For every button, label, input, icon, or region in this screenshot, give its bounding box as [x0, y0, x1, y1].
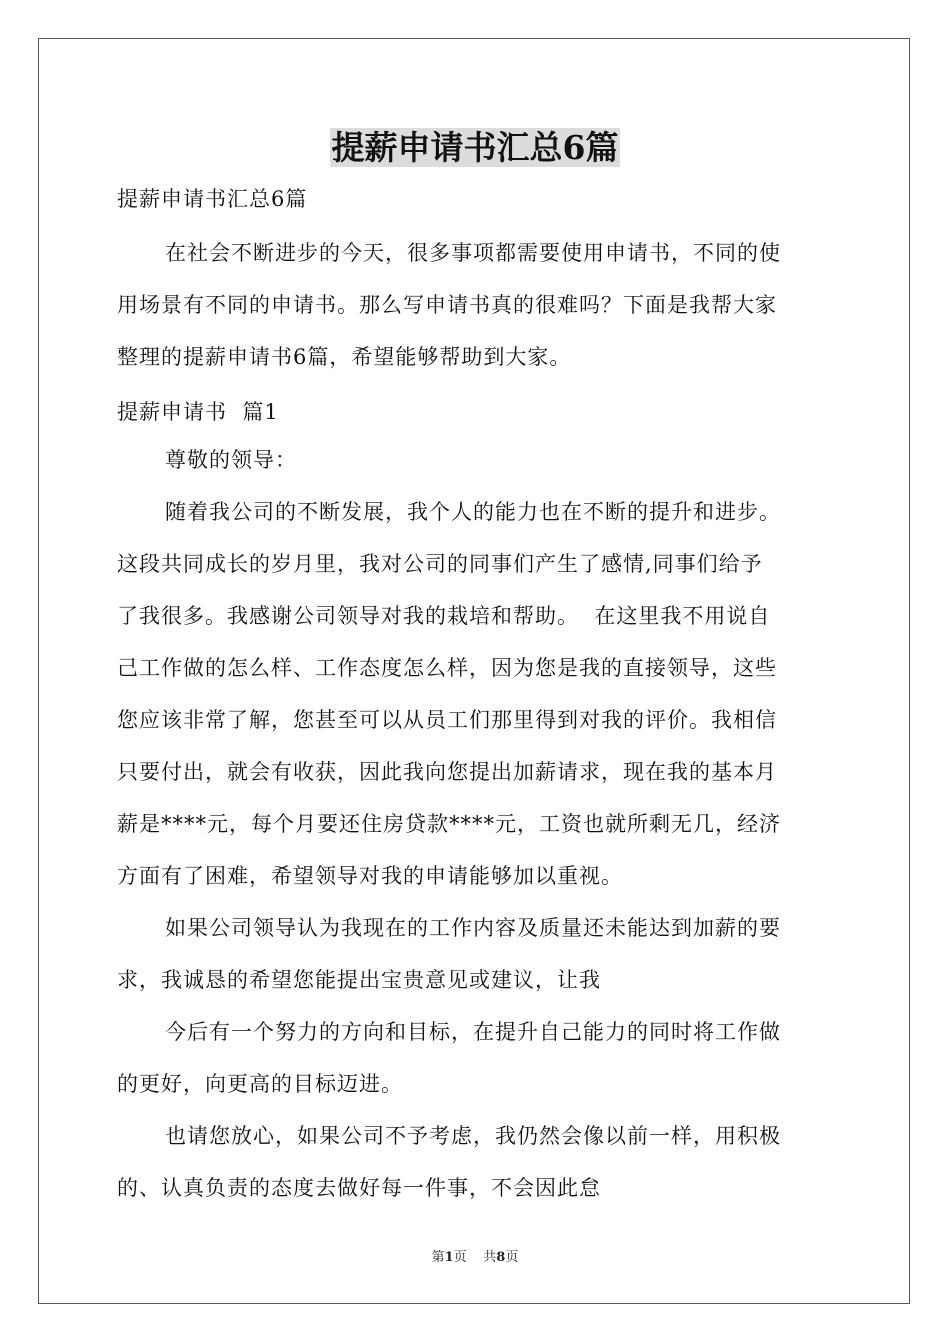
page-prefix: 第 — [431, 1250, 445, 1265]
document-title — [0, 126, 950, 170]
paragraph-line: 的更好，向更高的目标迈进。 — [117, 1072, 403, 1096]
paragraph-line: 只要付出，就会有收获，因此我向您提出加薪请求，现在我的基本月 — [117, 760, 777, 784]
section-heading: 提薪申请书 篇1 — [117, 400, 279, 424]
page-suffix: 页 — [453, 1250, 467, 1265]
intro-paragraph — [117, 227, 833, 383]
page-footer — [0, 1248, 950, 1268]
paragraph-line: 也请您放心，如果公司不予考虑，我仍然会像以前一样，用积极 — [165, 1124, 781, 1148]
total-prefix: 共 — [483, 1250, 497, 1265]
paragraph-line: 求，我诚恳的希望您能提出宝贵意见或建议，让我 — [117, 968, 601, 992]
salutation: 尊敬的领导： — [165, 448, 297, 472]
total-suffix: 页 — [505, 1250, 519, 1265]
paragraph-line: 这段共同成长的岁月里，我对公司的同事们产生了感情,同事们给予 — [117, 552, 763, 576]
paragraph-line: 方面有了困难，希望领导对我的申请能够加以重视。 — [117, 864, 623, 888]
body-paragraph-4 — [117, 1110, 833, 1214]
paragraph-line: 己工作做的怎么样、工作态度怎么样，因为您是我的直接领导，这些 — [117, 656, 777, 680]
body-paragraph-3 — [117, 1006, 833, 1110]
paragraph-line: 您应该非常了解，您甚至可以从员工们那里得到对我的评价。我相信 — [117, 708, 777, 732]
paragraph-line: 的、认真负责的态度去做好每一件事，不会因此怠 — [117, 1176, 601, 1200]
salutation-paragraph — [117, 434, 833, 486]
document-subtitle: 提薪申请书汇总6篇 — [117, 187, 308, 211]
paragraph-line: 薪是****元，每个月要还住房贷款****元，工资也就所剩无几，经济 — [117, 812, 781, 836]
paragraph-line: 如果公司领导认为我现在的工作内容及质量还未能达到加薪的要 — [165, 916, 781, 940]
page-number: 1 — [444, 1250, 454, 1265]
body-paragraph-1 — [117, 486, 833, 902]
document-title-text: 提薪申请书汇总6篇 — [331, 128, 619, 167]
paragraph-line: 今后有一个努力的方向和目标，在提升自己能力的同时将工作做 — [165, 1020, 781, 1044]
intro-line: 在社会不断进步的今天，很多事项都需要使用申请书，不同的使 — [165, 241, 781, 265]
paragraph-line: 了我很多。我感谢公司领导对我的栽培和帮助。 在这里我不用说自 — [117, 604, 771, 628]
paragraph-line: 随着我公司的不断发展，我个人的能力也在不断的提升和进步。 — [165, 500, 781, 524]
intro-line: 整理的提薪申请书6篇，希望能够帮助到大家。 — [117, 345, 572, 369]
document-body — [117, 180, 833, 1214]
total-pages: 8 — [496, 1250, 506, 1265]
intro-line: 用场景有不同的申请书。那么写申请书真的很难吗？下面是我帮大家 — [117, 293, 777, 317]
body-paragraph-2 — [117, 902, 833, 1006]
